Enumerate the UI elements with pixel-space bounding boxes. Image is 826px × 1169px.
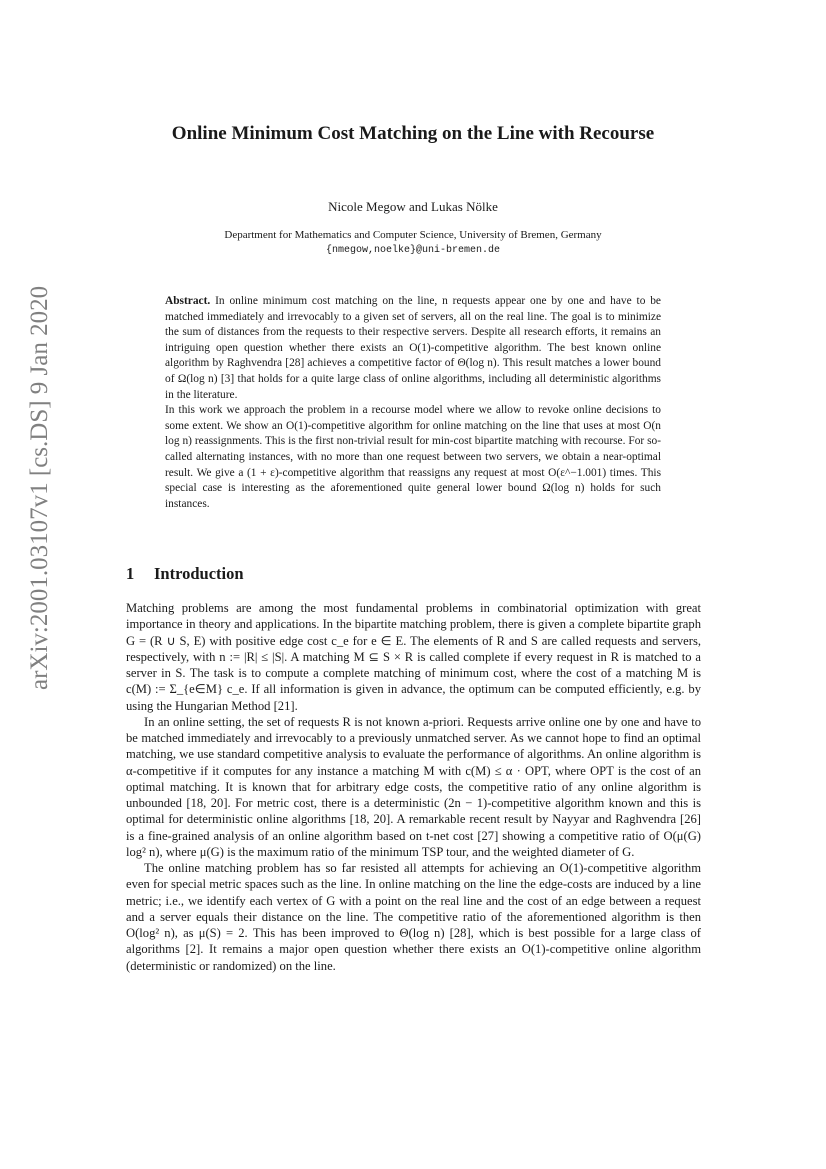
abstract-paragraph-1 [165,294,661,403]
arxiv-identifier: arXiv:2001.03107v1 [cs.DS] 9 Jan 2020 [26,285,53,690]
section-number: 1 [126,564,135,583]
abstract-label: Abstract. [165,295,211,307]
affiliation: Department for Mathematics and Computer Science, University of Bremen, Germany [224,229,602,241]
introduction-body [126,600,701,974]
section-title: Introduction [154,564,244,583]
author-emails: {nmegow,noelke}@uni-bremen.de [325,245,501,256]
intro-paragraph: The online matching problem has so far resisted all attempts for achieving an O(1)-competitive algorithm even for special metric spaces such as the line. In online matching on the line the edge-costs are induced by a line metric; i.e., we identify each vertex of G with a point on the real line and the cost of an edge between a request and a server equals their distance on the line. The competitive ratio of the aforementioned algorithm is then O(log² n), as μ(S) = 2. This has been improved to Θ(log n) [28], which is best possible for a large class of algorithms [2]. It remains a major open question whether there exists an O(1)-competitive online algorithm (deterministic or randomized) on the line. [126,861,701,973]
paper-title: Online Minimum Cost Matching on the Line with Recourse [171,123,655,144]
intro-paragraph: In an online setting, the set of requests R is not known a-priori. Requests arrive online one by one and have to be matched immediately and irrevocably to a previously unmatched server. As we cannot hope to find an optimal matching, we use standard competitive analysis to evaluate the performance of algorithms. An online algorithm is α-competitive if it computes for any instance a matching M with c(M) ≤ α · OPT, where OPT is the cost of an optimal matching. It is known that for arbitrary edge costs, the competitive ratio of any online algorithm is unbounded [18, 20]. For metric cost, there is a deterministic (2n − 1)-competitive algorithm known and this is optimal for deterministic online algorithms [18, 20]. A remarkable recent result by Nayyar and Raghvendra [26] is a fine-grained analysis of an online algorithm based on t-net cost [27] showing a competitive ratio of O(μ(G) log² n), where μ(G) is the maximum ratio of the minimum TSP tour, and the weighted diameter of G. [126,714,701,859]
intro-paragraph: Matching problems are among the most fundamental problems in combinatorial optimization with great importance in theory and applications. In the bipartite matching problem, there is given a complete bipartite graph G = (R ∪ S, E) with positive edge cost c_e for e ∈ E. The elements of R and S are called requests and servers, respectively, with n := |R| ≤ |S|. A matching M ⊆ S × R is called complete if every request in R is matched to a server in S. The task is to compute a complete matching of minimum cost, where the cost of a matching M is c(M) := Σ_{e∈M} c_e. If all information is given in advance, the optimum can be computed efficiently, e.g. by using the Hungarian Method [21]. [126,601,701,713]
abstract [165,294,661,512]
abstract-text-1: In online minimum cost matching on the line, n requests appear one by one and have to be matched immediately and irrevocably to a given set of servers, all on the real line. The goal is to minimize the sum of distances from the requests to their respective servers. Despite all research efforts, it remains an intriguing open question whether there exists an O(1)-competitive algorithm. The best known online algorithm by Raghvendra [28] achieves a competitive factor of Θ(log n). This result matches a lower bound of Ω(log n) [3] that holds for a quite large class of online algorithms, including all deterministic algorithms in the literature. [165,295,661,401]
authors: Nicole Megow and Lukas Nölke [328,199,498,214]
section-heading [126,564,526,584]
abstract-paragraph-2: In this work we approach the problem in a recourse model where we allow to revoke online decisions to some extent. We show an O(1)-competitive algorithm for online matching on the line that uses at most O(n log n) reassignments. This is the first non-trivial result for min-cost bipartite matching with recourse. For so-called alternating instances, with no more than one request between two servers, we obtain a near-optimal result. We give a (1 + ε)-competitive algorithm that reassigns any request at most O(ε^−1.001) times. This special case is interesting as the aforementioned quite general lower bound Ω(log n) holds for such instances. [165,404,661,510]
